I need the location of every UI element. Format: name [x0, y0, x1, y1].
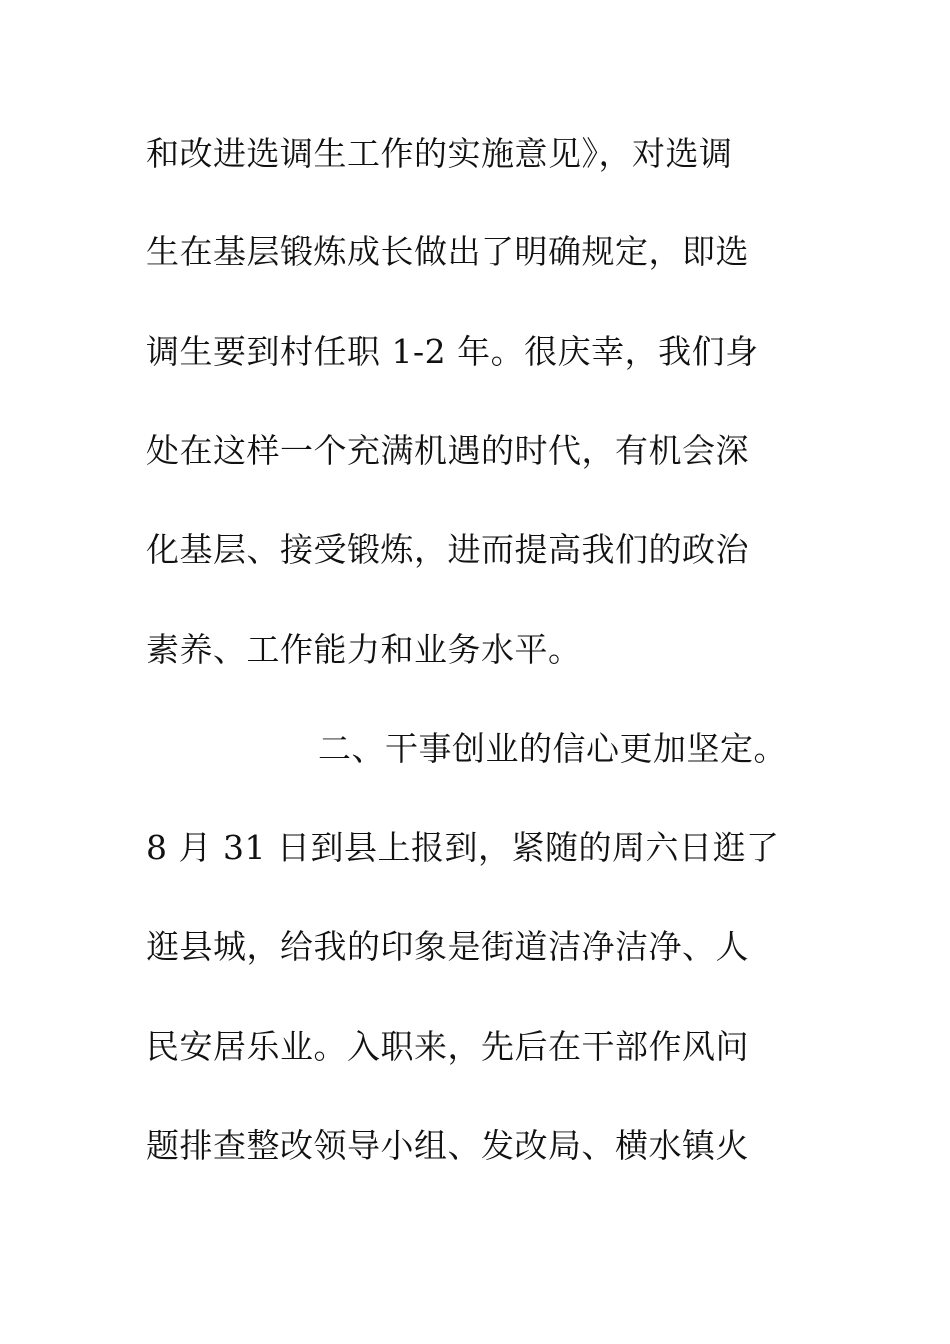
paragraph-line: 8 月 31 日到县上报到，紧随的周六日逛了	[146, 828, 780, 867]
paragraph-line: 生在基层锻炼成长做出了明确规定，即选	[146, 232, 749, 271]
paragraph-line: 调生要到村任职 1-2 年。很庆幸，我们身	[146, 332, 759, 371]
paragraph-line: 素养、工作能力和业务水平。	[146, 630, 582, 669]
paragraph-line: 处在这样一个充满机遇的时代，有机会深	[146, 431, 749, 470]
paragraph-line: 逛县城，给我的印象是街道洁净洁净、人	[146, 927, 749, 966]
paragraph-line: 民安居乐业。入职来，先后在干部作风问	[146, 1027, 749, 1066]
paragraph-line: 和改进选调生工作的实施意见》，对选调	[146, 134, 733, 173]
paragraph-line: 化基层、接受锻炼，进而提高我们的政治	[146, 530, 749, 569]
section-heading: 二、干事创业的信心更加坚定。	[318, 729, 787, 768]
paragraph-line: 题排查整改领导小组、发改局、横水镇火	[146, 1126, 749, 1165]
